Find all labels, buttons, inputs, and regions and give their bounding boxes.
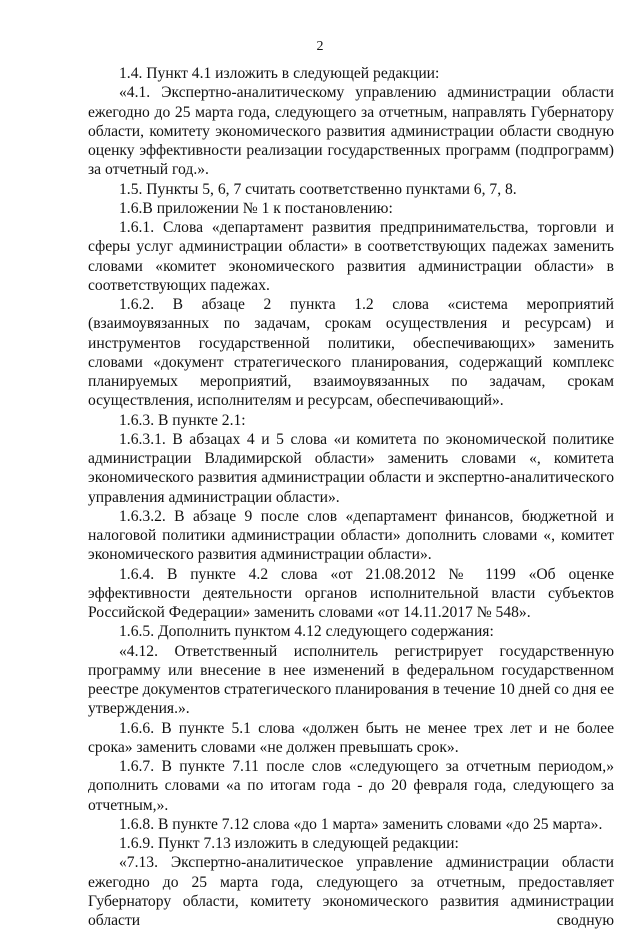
paragraph-7-13-quote: «7.13. Экспертно-аналитическое управление администрации области ежегодно до 25 марта года, следующего за отчетным, предоставляет Губернатору области, комитету экономического развития администрации области сводную (88, 854, 614, 929)
paragraph-1-6-1: 1.6.1. Слова «департамент развития предпринимательства, торговли и сферы услуг администрации области» в соответствующих падежах заменить словами «комитет экономического развития администрации области» в соответствующих падежах. (88, 219, 614, 294)
paragraph-4-12-quote: «4.12. Ответственный исполнитель регистрирует государственную программу или внесение в нее изменений в федеральном государственном реестре документов стратегического планирования в течение 10 дней со дня ее утверждения.». (88, 642, 614, 718)
paragraph-1-6-7: 1.6.7. В пункте 7.11 после слов «следующего за отчетным периодом,» дополнить словами «а по итогам года - до 20 февраля года, следующего за отчетным,». (88, 758, 614, 814)
paragraph-1-5: 1.5. Пункты 5, 6, 7 считать соответственно пунктами 6, 7, 8. (119, 180, 517, 198)
paragraph-1-6-2: 1.6.2. В абзаце 2 пункта 1.2 слова «система мероприятий (взаимоувязанных по задачам, срокам осуществления и ресурсам) и инструментов государственной политики, обеспечивающих» заменить словами «документ стратегического планирования, содержащий комплекс планируемых мероприятий, взаимоувязанных по задачам, срокам осуществления, исполнителям и ресурсам, обеспечивающий». (88, 296, 614, 410)
paragraph-1-4: 1.4. Пункт 4.1 изложить в следующей редакции: (119, 65, 440, 82)
paragraph-1-6-8: 1.6.8. В пункте 7.12 слова «до 1 марта» заменить словами «до 25 марта». (119, 815, 603, 833)
page-number: 2 (316, 39, 324, 54)
paragraph-1-6-3-2: 1.6.3.2. В абзаце 9 после слов «департамент финансов, бюджетной и налоговой политики администрации области» дополнить словами «, комитет экономического развития администрации области». (88, 507, 614, 564)
paragraph-1-6-3-1: 1.6.3.1. В абзацах 4 и 5 слова «и комитета по экономической политике администрации Владимирской области» заменить словами «, комитета экономического развития администрации области и экспертно-аналитического управления администрации области». (88, 430, 614, 506)
paragraph-1-6-6: 1.6.6. В пункте 5.1 слова «должен быть не менее трех лет и не более срока» заменить словами «не должен превышать срок». (88, 719, 614, 756)
paragraph-1-6-5: 1.6.5. Дополнить пунктом 4.12 следующего содержания: (119, 623, 494, 641)
paragraph-1-6-9: 1.6.9. Пункт 7.13 изложить в следующей редакции: (119, 835, 459, 852)
paragraph-1-6-4: 1.6.4. В пункте 4.2 слова «от 21.08.2012 № 1199 «Об оценке эффективности деятельности органов исполнительной власти субъектов Российской Федерации» заменить словами «от 14.11.2017 № 548». (88, 565, 614, 621)
paragraph-1-6: 1.6.В приложении № 1 к постановлению: (119, 199, 393, 217)
paragraph-4-1-quote: «4.1. Экспертно-аналитическому управлению администрации области ежегодно до 25 марта года, следующего за отчетным, направлять Губернатору области, комитету экономического развития администрации области сводную оценку эффективности реализации государственных программ (подпрограмм) за отчетный год.». (88, 84, 614, 179)
paragraph-1-6-3: 1.6.3. В пункте 2.1: (119, 411, 246, 429)
document-body (88, 64, 614, 930)
